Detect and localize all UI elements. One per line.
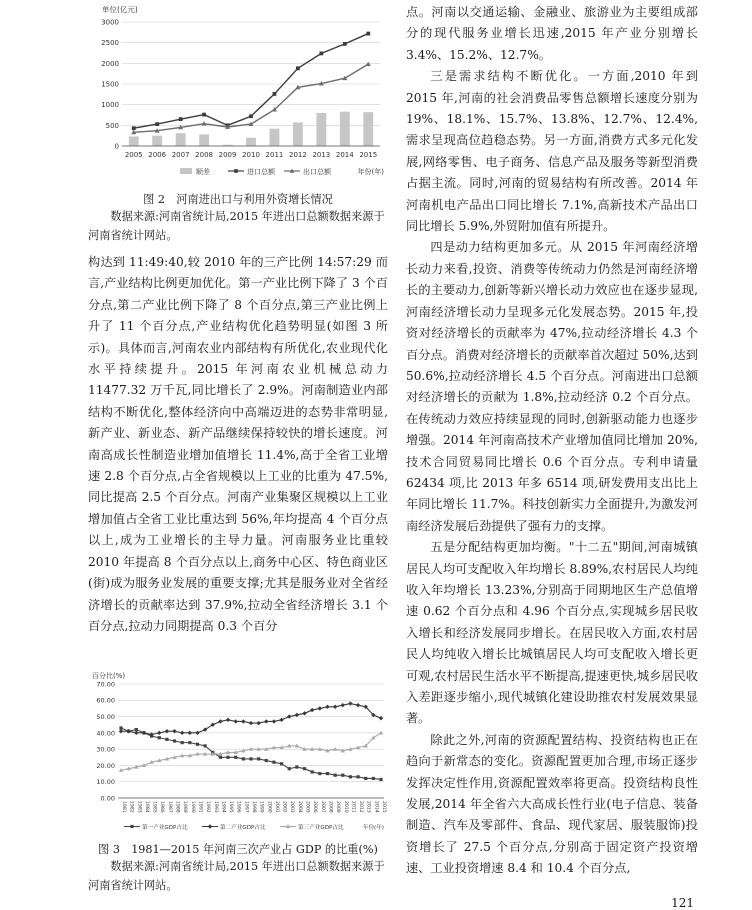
series-point xyxy=(202,113,206,117)
series-point xyxy=(318,772,321,775)
y-tick-label: 2000 xyxy=(101,59,119,68)
x-tick-label: 2008 xyxy=(195,151,214,159)
series-point xyxy=(180,731,184,735)
x-tick-label: 1996 xyxy=(235,801,241,813)
series-point xyxy=(173,739,176,742)
series-point xyxy=(226,718,230,722)
series-point xyxy=(273,92,277,96)
series-point xyxy=(256,721,260,725)
bar-surplus xyxy=(340,112,350,146)
series-point xyxy=(257,757,260,760)
series-point xyxy=(325,705,329,709)
x-tick-label: 2000 xyxy=(266,801,272,813)
figure-2-chart xyxy=(88,0,388,185)
series-point xyxy=(242,757,245,760)
x-tick-label: 1984 xyxy=(143,801,149,813)
right-paragraph-3: 四是动力结构更加多元。从 2015 年河南经济增长动力来看,投资、消费等传统动力仍然是河南经济增长的主要动力,创新等新兴增长动力效应也在逐步显现,河南经济增长动力呈现多元化发展态势。2015 年,投资对经济增长的贡献率为 47%,拉动经济增长 4.3 个百分点。消费对经济增长的贡献率首次超过 50%,达到 50.6%,拉动经济增长 4.5 个百分点。河南进出口总额对经济增长的贡献为 1.8%,拉动经济 0.2 个百分点。在传统动力效应持续显现的同时,创新驱动能力也逐步增强。2014 年河南高技术产业增加值同比增加 20%,技术合同贸易同比增长 0.6 个百分点。专利申请量 62434 项,比 2013 年多 6514 项,研发费用支出比上年同比增长 11.7%。科技创新实力全面提升,为激发河南经济发展后劲提供了强有力的支撑。 xyxy=(406,240,698,533)
x-tick-label: 2009 xyxy=(335,801,341,813)
y-tick-label: 10.00 xyxy=(96,778,115,787)
legend-label: 第二产业GDP占比 xyxy=(220,825,266,831)
x-tick-label: 1990 xyxy=(189,801,195,813)
series-point xyxy=(196,743,199,746)
series-point xyxy=(181,741,184,744)
x-tick-label: 2009 xyxy=(218,151,237,159)
x-tick-label: 1995 xyxy=(228,801,234,813)
series-point xyxy=(157,731,161,735)
series-point xyxy=(356,775,359,778)
bar-surplus xyxy=(363,112,373,146)
y-tick-label: 50.00 xyxy=(96,712,115,721)
x-tick-label: 2001 xyxy=(273,801,279,813)
y-tick-label: 1500 xyxy=(101,80,119,89)
series-point xyxy=(379,778,382,781)
x-tick-label: 2015 xyxy=(381,801,386,813)
x-tick-label: 2004 xyxy=(296,801,302,813)
y-tick-label: 70.00 xyxy=(96,680,115,689)
y-axis-label: 百分比(%) xyxy=(92,672,126,680)
bar-surplus xyxy=(199,134,209,146)
x-tick-label: 2002 xyxy=(281,801,287,813)
x-tick-label: 1993 xyxy=(212,801,218,813)
series-point xyxy=(296,66,300,70)
left-paragraph: 构达到 11:49:40,较 2010 年的三产比例 14:57:29 而言,产业结构比例更加优化。第一产业比例下降了 3 个百分点,第二产业比例下降了 8 个百分点,第三产业比例上升了 11 个百分点,产业结构优化趋势明显(如图 3 所示)。具体而言,河南农业内部结构有所优化,农业现代化水平持续提升。2015 年河南农业机械总动力 11477.32 万千瓦,同比增长了 2.9%。河南制造业内部结构不断优化,整体经济向中高端迈进的态势非常明显,新产业、新业态、新产品继续保持较快的增长速度。河南高成长性制造业增加值增长 11.4%,高于全省工业增速 2.8 个百分点,占全省规模以上工业的比重为 47.5%,同比提高 2.5 个百分点。河南产业集聚区规模以上工业增加值占全省工业比重达到 56%,年均提高 4 个百分点以上,成为工业增长的主导力量。河南服务业比重较 2010 年提高 8 个百分点以上,商务中心区、特色商业区(街)成为服务业发展的重要支撑;尤其是服务业对全省经济增长的贡献率达到 37.9%,拉动全省经济增长 3.1 个百分点,拉动力同期提高 0.3 个百分 xyxy=(88,255,388,633)
series-point xyxy=(302,711,306,715)
series-point xyxy=(279,718,283,722)
legend-label: 第一产业GDP占比 xyxy=(142,825,188,831)
figure-2 xyxy=(88,0,388,245)
x-tick-label: 1997 xyxy=(243,801,249,813)
series-point xyxy=(311,770,314,773)
y-tick-label: 1000 xyxy=(101,101,119,110)
y-tick-label: 0 xyxy=(114,142,119,151)
right-column-text xyxy=(406,2,698,880)
figure-2-source: 数据来源:河南省统计局,2015 年进出口总额数据来源于河南省统计网站。 xyxy=(88,210,385,242)
x-tick-label: 2011 xyxy=(265,151,284,159)
series-point xyxy=(204,744,207,747)
series-line-1 xyxy=(121,704,381,735)
x-axis-label: 年份(年) xyxy=(357,168,384,176)
series-point xyxy=(241,719,245,723)
legend-label: 出口总额 xyxy=(303,168,331,176)
legend-marker xyxy=(208,824,212,828)
x-tick-label: 1985 xyxy=(151,801,157,813)
x-tick-label: 2013 xyxy=(312,151,331,159)
x-tick-label: 1986 xyxy=(159,801,165,813)
x-tick-label: 2006 xyxy=(148,151,167,159)
series-point xyxy=(341,703,345,707)
right-paragraph-2: 三是需求结构不断优化。一方面,2010 年到 2015 年,河南的社会消费品零售总额增长速度分别为 19%、18.1%、15.7%、13.8%、12.7%、12.4%,需求呈现高位趋稳态势。另一方面,消费方式多元化发展,网络零售、电子商务、信息产品及服务等新型消费占据主流。同时,河南的贸易结构有所改善。2014 年河南机电产品出口同比增长 7.1%,高新技术产品出口同比增长 5.9%,外贸附加值有所提升。 xyxy=(406,69,698,234)
series-point xyxy=(219,756,222,759)
legend-label: 顺差 xyxy=(196,168,210,176)
series-point xyxy=(310,708,314,712)
x-tick-label: 2011 xyxy=(350,801,356,813)
series-point xyxy=(134,731,138,735)
legend-swatch-bar xyxy=(180,168,192,174)
series-point xyxy=(343,42,347,46)
y-tick-label: 60.00 xyxy=(96,696,115,705)
series-point xyxy=(179,117,183,121)
series-point xyxy=(272,719,276,723)
legend-label: 第三产业GDP占比 xyxy=(298,825,344,831)
x-axis-label: 年份(年) xyxy=(362,825,384,831)
bar-surplus xyxy=(152,136,162,146)
series-point xyxy=(379,731,383,735)
x-tick-label: 2005 xyxy=(124,151,143,159)
figure-3-chart xyxy=(88,670,388,835)
series-point xyxy=(341,774,344,777)
bar-surplus xyxy=(176,133,186,146)
series-point xyxy=(333,705,337,709)
bar-surplus xyxy=(316,113,326,146)
series-point xyxy=(287,714,291,718)
series-point xyxy=(165,738,168,741)
legend-label: 进口总额 xyxy=(247,168,275,176)
x-tick-label: 1983 xyxy=(136,801,142,813)
series-point xyxy=(264,719,268,723)
y-tick-label: 2500 xyxy=(101,39,119,48)
y-tick-label: 500 xyxy=(105,121,119,130)
series-point xyxy=(366,32,370,36)
x-tick-label: 2008 xyxy=(327,801,333,813)
series-point xyxy=(334,774,337,777)
x-tick-label: 1999 xyxy=(258,801,264,813)
x-tick-label: 2015 xyxy=(359,151,378,159)
figure-3-source: 数据来源:河南省统计局,2015 年进出口总额数据来源于河南省统计网站。 xyxy=(88,860,385,892)
x-tick-label: 1982 xyxy=(128,801,134,813)
right-paragraph-1: 点。河南以交通运输、金融业、旅游业为主要组成部分的现代服务业增长迅速,2015 年产业分别增长 3.4%、15.2%、12.7%。 xyxy=(406,5,698,62)
series-point xyxy=(218,719,222,723)
figure-3 xyxy=(88,670,388,895)
series-point xyxy=(288,767,291,770)
series-point xyxy=(132,126,136,130)
series-point xyxy=(348,701,352,705)
series-point xyxy=(326,772,329,775)
series-point xyxy=(249,721,253,725)
bar-surplus xyxy=(129,136,139,146)
x-tick-label: 1992 xyxy=(205,801,211,813)
series-point xyxy=(366,62,371,66)
series-point xyxy=(234,719,238,723)
bar-surplus xyxy=(293,122,303,146)
series-point xyxy=(280,762,283,765)
series-point xyxy=(372,777,375,780)
legend-marker xyxy=(130,825,133,828)
bar-surplus xyxy=(246,138,256,146)
x-tick-label: 2014 xyxy=(335,151,354,159)
legend-marker xyxy=(234,169,238,173)
x-tick-label: 1988 xyxy=(174,801,180,813)
series-point xyxy=(234,756,237,759)
series-point xyxy=(349,775,352,778)
series-point xyxy=(249,114,253,118)
x-tick-label: 1991 xyxy=(197,801,203,813)
x-tick-label: 1981 xyxy=(121,801,126,813)
figure-2-caption: 图 2 河南进出口与利用外资增长情况 xyxy=(143,193,333,206)
y-axis-label: 单位(亿元) xyxy=(102,5,138,14)
y-tick-label: 20.00 xyxy=(96,761,115,770)
x-tick-label: 1987 xyxy=(166,801,172,813)
series-point xyxy=(155,122,159,126)
x-tick-label: 1994 xyxy=(220,801,226,813)
series-point xyxy=(295,765,298,768)
y-tick-label: 3000 xyxy=(101,18,119,27)
series-point xyxy=(188,731,192,735)
y-tick-label: 0.00 xyxy=(100,794,115,803)
x-tick-label: 2012 xyxy=(288,151,307,159)
series-point xyxy=(195,731,199,735)
x-tick-label: 2014 xyxy=(373,801,379,813)
x-tick-label: 2007 xyxy=(319,801,325,813)
x-tick-label: 2010 xyxy=(342,801,348,813)
series-point xyxy=(303,767,306,770)
x-tick-label: 2012 xyxy=(358,801,364,813)
x-tick-label: 1998 xyxy=(251,801,256,813)
series-point xyxy=(318,706,322,710)
y-tick-label: 30.00 xyxy=(96,745,115,754)
right-paragraph-4: 五是分配结构更加均衡。"十二五"期间,河南城镇居民人均可支配收入年均增长 8.89%,农村居民人均纯收入年均增长 13.23%,分别高于同期地区生产总值增速 0.62 个百分点和 4.96 个百分点,实现城乡居民收入增长和经济发展同步增长。在居民收入方面,农村居民人均纯收入增长比城镇居民人均可支配收入增长更可观,农村居民生活水平不断提高,提速更快,城乡居民收入差距逐步缩小,现代城镇化建设助推农村发展效果显著。 xyxy=(406,540,698,726)
series-line-0 xyxy=(121,728,381,779)
x-tick-label: 2010 xyxy=(242,151,260,159)
series-point xyxy=(226,756,229,759)
page-number: 121 xyxy=(671,896,694,910)
series-point xyxy=(272,761,275,764)
left-column-text xyxy=(88,252,388,637)
series-point xyxy=(249,757,252,760)
y-tick-label: 40.00 xyxy=(96,729,115,738)
bar-surplus xyxy=(270,129,280,146)
x-tick-label: 1989 xyxy=(182,801,188,813)
series-point xyxy=(356,703,360,707)
series-point xyxy=(364,777,367,780)
figure-3-caption: 图 3 1981—2015 年河南三次产业占 GDP 的比重(%) xyxy=(98,843,378,856)
series-point xyxy=(158,736,161,739)
series-point xyxy=(188,741,191,744)
right-paragraph-5: 除此之外,河南的资源配置结构、投资结构也正在趋向于新常态的变化。资源配置更加合理,市场正逐步发挥决定性作用,资源配置效率将更高。投资结构良性发展,2014 年全省六大高成长性行业(电子信息、装备制造、汽车及零部件、食品、现代家居、服装服饰)投资增长了 27.5 个百分点,分别高于固定资产投资增速、工业投资增速 8.4 和 10.4 个百分点, xyxy=(406,732,698,876)
x-tick-label: 2003 xyxy=(289,801,295,813)
x-tick-label: 2007 xyxy=(171,151,190,159)
series-point xyxy=(265,759,268,762)
x-tick-label: 2005 xyxy=(304,801,310,813)
x-tick-label: 2013 xyxy=(365,801,371,813)
series-point xyxy=(319,52,323,56)
x-tick-label: 2006 xyxy=(312,801,318,813)
